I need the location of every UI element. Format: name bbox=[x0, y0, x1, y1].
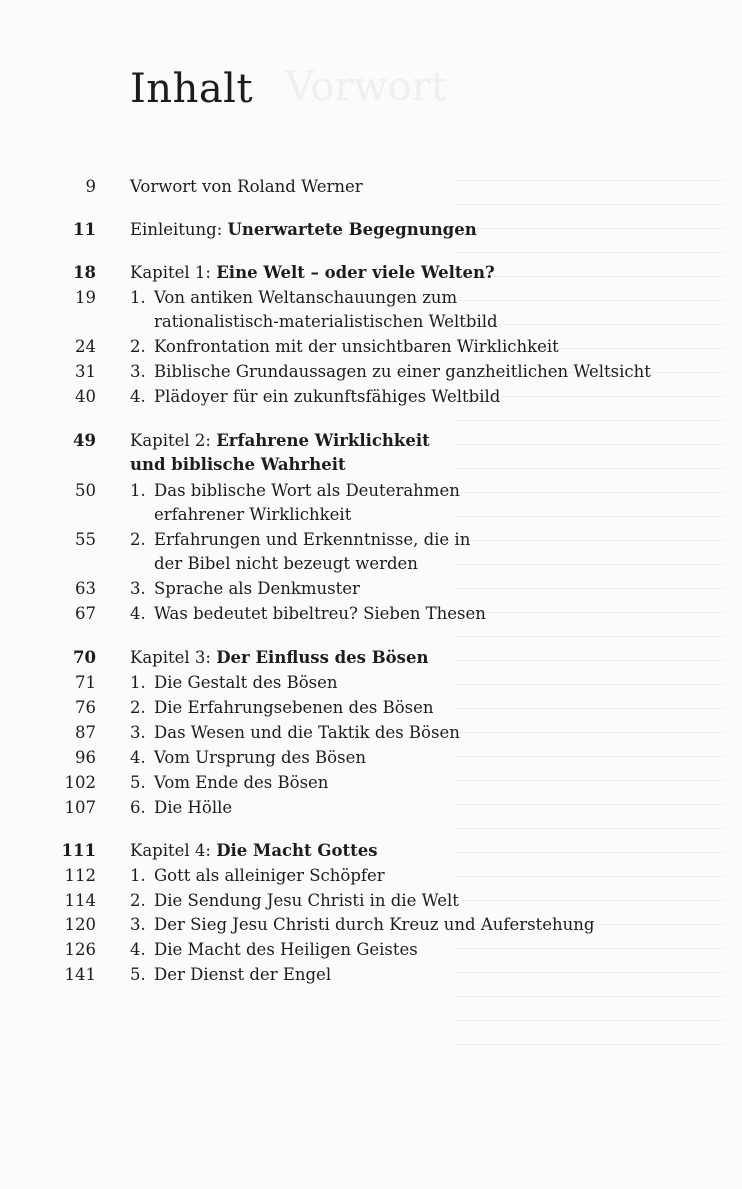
page-number: 111 bbox=[61, 841, 96, 860]
toc-section[interactable] bbox=[0, 696, 742, 720]
section-number: 3. bbox=[130, 362, 146, 381]
entry-title: Vorwort von Roland Werner bbox=[130, 177, 363, 196]
section-title: Biblische Grundaussagen zu einer ganzheitlichen Weltsicht bbox=[154, 362, 651, 381]
page-number: 49 bbox=[73, 431, 96, 450]
toc-chapter-continuation bbox=[0, 453, 742, 477]
section-number: 1. bbox=[130, 673, 146, 692]
page-number: 71 bbox=[75, 673, 96, 692]
toc-chapter-1[interactable] bbox=[0, 261, 742, 285]
toc-entry-einleitung[interactable] bbox=[0, 218, 742, 242]
page-number: 50 bbox=[75, 481, 96, 500]
page-number: 76 bbox=[75, 698, 96, 717]
section-number: 1. bbox=[130, 866, 146, 885]
section-title: Vom Ende des Bösen bbox=[154, 773, 329, 792]
entry-bold-title: Unerwartete Begegnungen bbox=[227, 220, 477, 239]
entry-title bbox=[130, 218, 477, 242]
toc-section[interactable] bbox=[0, 286, 742, 310]
section-number: 4. bbox=[130, 387, 146, 406]
chapter-bold-title: Eine Welt – oder viele Welten? bbox=[216, 263, 495, 282]
section-title: Das biblische Wort als Deuterahmen bbox=[154, 481, 460, 500]
chapter-title-line2 bbox=[130, 453, 346, 477]
page-number: 55 bbox=[75, 530, 96, 549]
toc-section[interactable] bbox=[0, 746, 742, 770]
page-number: 11 bbox=[73, 220, 96, 239]
toc-section[interactable] bbox=[0, 385, 742, 409]
section-title: Sprache als Denkmuster bbox=[154, 579, 360, 598]
page-number: 141 bbox=[64, 965, 96, 984]
page-number: 120 bbox=[64, 915, 96, 934]
toc-entry-vorwort[interactable] bbox=[0, 175, 742, 199]
toc-section[interactable] bbox=[0, 671, 742, 695]
section-title: Die Macht des Heiligen Geistes bbox=[154, 940, 418, 959]
toc-section[interactable] bbox=[0, 577, 742, 601]
page-number: 96 bbox=[75, 748, 96, 767]
toc-section[interactable] bbox=[0, 721, 742, 745]
section-number: 3. bbox=[130, 723, 146, 742]
chapter-prefix: Kapitel 1: bbox=[130, 263, 217, 282]
section-number: 2. bbox=[130, 698, 146, 717]
section-number: 5. bbox=[130, 965, 146, 984]
chapter-prefix: Kapitel 2: bbox=[130, 431, 217, 450]
page-number: 9 bbox=[85, 177, 96, 196]
chapter-bold-title: Erfahrene Wirklichkeit bbox=[216, 431, 430, 450]
page-title: Inhalt bbox=[130, 66, 254, 112]
chapter-prefix: Kapitel 3: bbox=[130, 648, 217, 667]
page-number: 107 bbox=[64, 798, 96, 817]
section-title: Von antiken Weltanschauungen zum bbox=[154, 288, 458, 307]
toc-section-continuation bbox=[0, 552, 742, 576]
page-number: 87 bbox=[75, 723, 96, 742]
page-number: 18 bbox=[73, 263, 96, 282]
section-title: Gott als alleiniger Schöpfer bbox=[154, 866, 385, 885]
toc-chapter-2[interactable] bbox=[0, 429, 742, 453]
toc-section[interactable] bbox=[0, 796, 742, 820]
toc-section[interactable] bbox=[0, 864, 742, 888]
section-title: Erfahrungen und Erkenntnisse, die in bbox=[154, 530, 471, 549]
toc-section-continuation bbox=[0, 310, 742, 334]
page-number: 102 bbox=[64, 773, 96, 792]
page-number: 24 bbox=[75, 337, 96, 356]
toc-section[interactable] bbox=[0, 913, 742, 937]
section-title: Der Dienst der Engel bbox=[154, 965, 332, 984]
chapter-title bbox=[130, 429, 430, 453]
toc-section[interactable] bbox=[0, 528, 742, 552]
chapter-bold-title-line2: und biblische Wahrheit bbox=[130, 455, 346, 474]
section-title: Was bedeutet bibeltreu? Sieben Thesen bbox=[154, 604, 486, 623]
section-number: 3. bbox=[130, 915, 146, 934]
section-number: 2. bbox=[130, 337, 146, 356]
toc-chapter-4[interactable] bbox=[0, 839, 742, 863]
toc-section-continuation bbox=[0, 503, 742, 527]
show-through-text: Vorwort bbox=[285, 64, 447, 110]
section-title: Die Gestalt des Bösen bbox=[154, 673, 338, 692]
section-title: Die Hölle bbox=[154, 798, 233, 817]
section-title: Plädoyer für ein zukunftsfähiges Weltbild bbox=[154, 387, 501, 406]
toc-section[interactable] bbox=[0, 335, 742, 359]
section-title-line2: rationalistisch-materialistischen Weltbild bbox=[154, 312, 498, 331]
section-number: 6. bbox=[130, 798, 146, 817]
toc-section[interactable] bbox=[0, 771, 742, 795]
toc-section[interactable] bbox=[0, 479, 742, 503]
page-number: 70 bbox=[73, 648, 96, 667]
section-title: Die Erfahrungsebenen des Bösen bbox=[154, 698, 434, 717]
section-number: 1. bbox=[130, 481, 146, 500]
toc-section[interactable] bbox=[0, 360, 742, 384]
page-number: 40 bbox=[75, 387, 96, 406]
section-number: 5. bbox=[130, 773, 146, 792]
chapter-title bbox=[130, 839, 378, 863]
section-title: Vom Ursprung des Bösen bbox=[154, 748, 366, 767]
page-number: 19 bbox=[75, 288, 96, 307]
toc-chapter-3[interactable] bbox=[0, 646, 742, 670]
section-number: 4. bbox=[130, 940, 146, 959]
entry-prefix: Einleitung: bbox=[130, 220, 228, 239]
section-title: Das Wesen und die Taktik des Bösen bbox=[154, 723, 460, 742]
toc-section[interactable] bbox=[0, 889, 742, 913]
page-number: 67 bbox=[75, 604, 96, 623]
toc-section[interactable] bbox=[0, 602, 742, 626]
section-number: 4. bbox=[130, 748, 146, 767]
toc-section[interactable] bbox=[0, 938, 742, 962]
section-number: 2. bbox=[130, 891, 146, 910]
chapter-bold-title: Der Einfluss des Bösen bbox=[216, 648, 429, 667]
section-number: 4. bbox=[130, 604, 146, 623]
section-title-line2: der Bibel nicht bezeugt werden bbox=[154, 554, 418, 573]
page-number: 63 bbox=[75, 579, 96, 598]
page-number: 31 bbox=[75, 362, 96, 381]
toc-section[interactable] bbox=[0, 963, 742, 987]
chapter-title bbox=[130, 261, 495, 285]
chapter-prefix: Kapitel 4: bbox=[130, 841, 217, 860]
section-number: 3. bbox=[130, 579, 146, 598]
section-number: 1. bbox=[130, 288, 146, 307]
section-number: 2. bbox=[130, 530, 146, 549]
section-title: Der Sieg Jesu Christi durch Kreuz und Auferstehung bbox=[154, 915, 595, 934]
chapter-bold-title: Die Macht Gottes bbox=[216, 841, 378, 860]
section-title-line2: erfahrener Wirklichkeit bbox=[154, 505, 352, 524]
section-title: Die Sendung Jesu Christi in die Welt bbox=[154, 891, 459, 910]
page-number: 126 bbox=[64, 940, 96, 959]
section-title: Konfrontation mit der unsichtbaren Wirklichkeit bbox=[154, 337, 559, 356]
page-number: 112 bbox=[64, 866, 96, 885]
page-number: 114 bbox=[64, 891, 96, 910]
chapter-title bbox=[130, 646, 428, 670]
